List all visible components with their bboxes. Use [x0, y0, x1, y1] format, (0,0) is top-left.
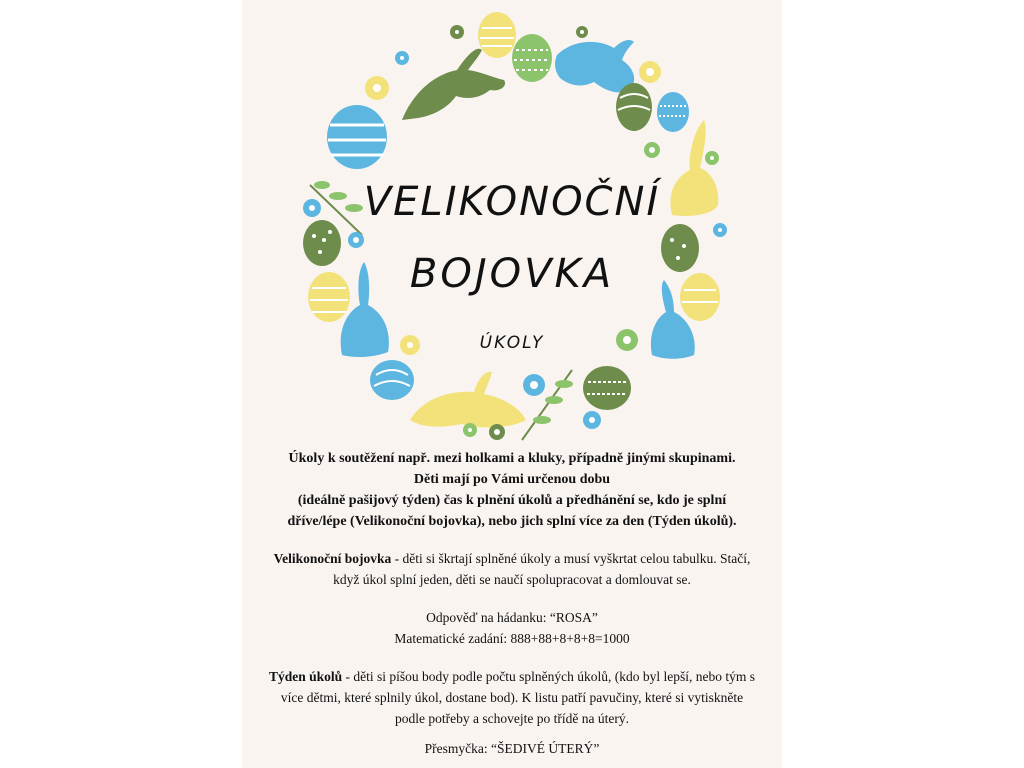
flower-icon	[395, 51, 409, 65]
egg-icon	[303, 220, 341, 266]
flower-icon	[365, 76, 389, 100]
easter-wreath-illustration	[242, 0, 782, 450]
bojovka-text: - děti si škrtají splněné úkoly a musí vyškrtat celou tabulku. Stačí,	[391, 551, 751, 566]
title-line-2: BOJOVKA	[409, 251, 615, 297]
flower-icon	[644, 142, 660, 158]
egg-icon	[308, 272, 350, 322]
egg-icon	[327, 105, 387, 169]
tyden-line	[242, 666, 782, 687]
flower-icon	[616, 329, 638, 351]
tyden-line: podle potřeby a schovejte po třídě na úterý.	[395, 711, 629, 726]
flower-icon	[523, 374, 545, 396]
yellow-bunny-icon	[410, 372, 526, 428]
egg-icon	[370, 360, 414, 400]
green-bunny-icon	[402, 49, 505, 120]
flower-icon	[583, 411, 601, 429]
math-answer: Matematické zadání: 888+88+8+8+8=1000	[394, 631, 630, 646]
tyden-text: - děti si píšou body podle počtu splněných úkolů, (kdo byl lepší, nebo tým s	[342, 669, 755, 684]
egg-icon	[657, 92, 689, 132]
flower-icon	[400, 335, 420, 355]
blue-bunny-icon	[555, 40, 634, 92]
yellow-bunny-icon	[670, 120, 718, 216]
egg-icon	[680, 273, 720, 321]
bojovka-line: když úkol splní jeden, děti se naučí spolupracovat a domlouvat se.	[333, 572, 691, 587]
tyden-line: více dětmi, které splnily úkol, dostane bod). K listu patří pavučiny, které si vytiskněte	[280, 690, 744, 705]
flower-icon	[576, 26, 588, 38]
presmycka-line: Přesmyčka: “ŠEDIVÉ ÚTERÝ”	[424, 741, 600, 756]
flower-icon	[639, 61, 661, 83]
tyden-term: Týden úkolů	[268, 669, 343, 684]
intro-line: dříve/lépe (Velikonoční bojovka), nebo jich splní více za den (Týden úkolů).	[287, 514, 737, 529]
flower-icon	[705, 151, 719, 165]
egg-icon	[661, 224, 699, 272]
flower-icon	[450, 25, 464, 39]
bojovka-paragraph	[242, 548, 782, 590]
tyden-paragraph	[242, 666, 782, 729]
intro-line: Úkoly k soutěžení např. mezi holkami a kluky, případně jinými skupinami.	[288, 451, 736, 466]
blue-bunny-icon	[341, 262, 389, 357]
flower-icon	[348, 232, 364, 248]
riddle-answer: Odpověď na hádanku: “ROSA”	[426, 610, 598, 625]
egg-icon	[616, 83, 652, 131]
answers-paragraph	[242, 607, 782, 649]
bojovka-line	[242, 548, 782, 569]
flower-icon	[463, 423, 477, 437]
flower-icon	[713, 223, 727, 237]
egg-icon	[583, 366, 631, 410]
flower-icon	[303, 199, 321, 217]
title-line-1: VELIKONOČNÍ	[363, 179, 661, 225]
bojovka-term: Velikonoční bojovka	[273, 551, 392, 566]
intro-line: Děti mají po Vámi určenou dobu	[413, 472, 611, 487]
intro-paragraph	[242, 448, 782, 532]
intro-line: (ideálně pašijový týden) čas k plnění úkolů a předhánění se, kdo je splní	[297, 493, 727, 508]
egg-icon	[512, 34, 552, 82]
flower-icon	[489, 424, 505, 440]
egg-icon	[478, 12, 516, 58]
title-line-3: ÚKOLY	[479, 333, 545, 353]
document-page	[242, 0, 782, 768]
